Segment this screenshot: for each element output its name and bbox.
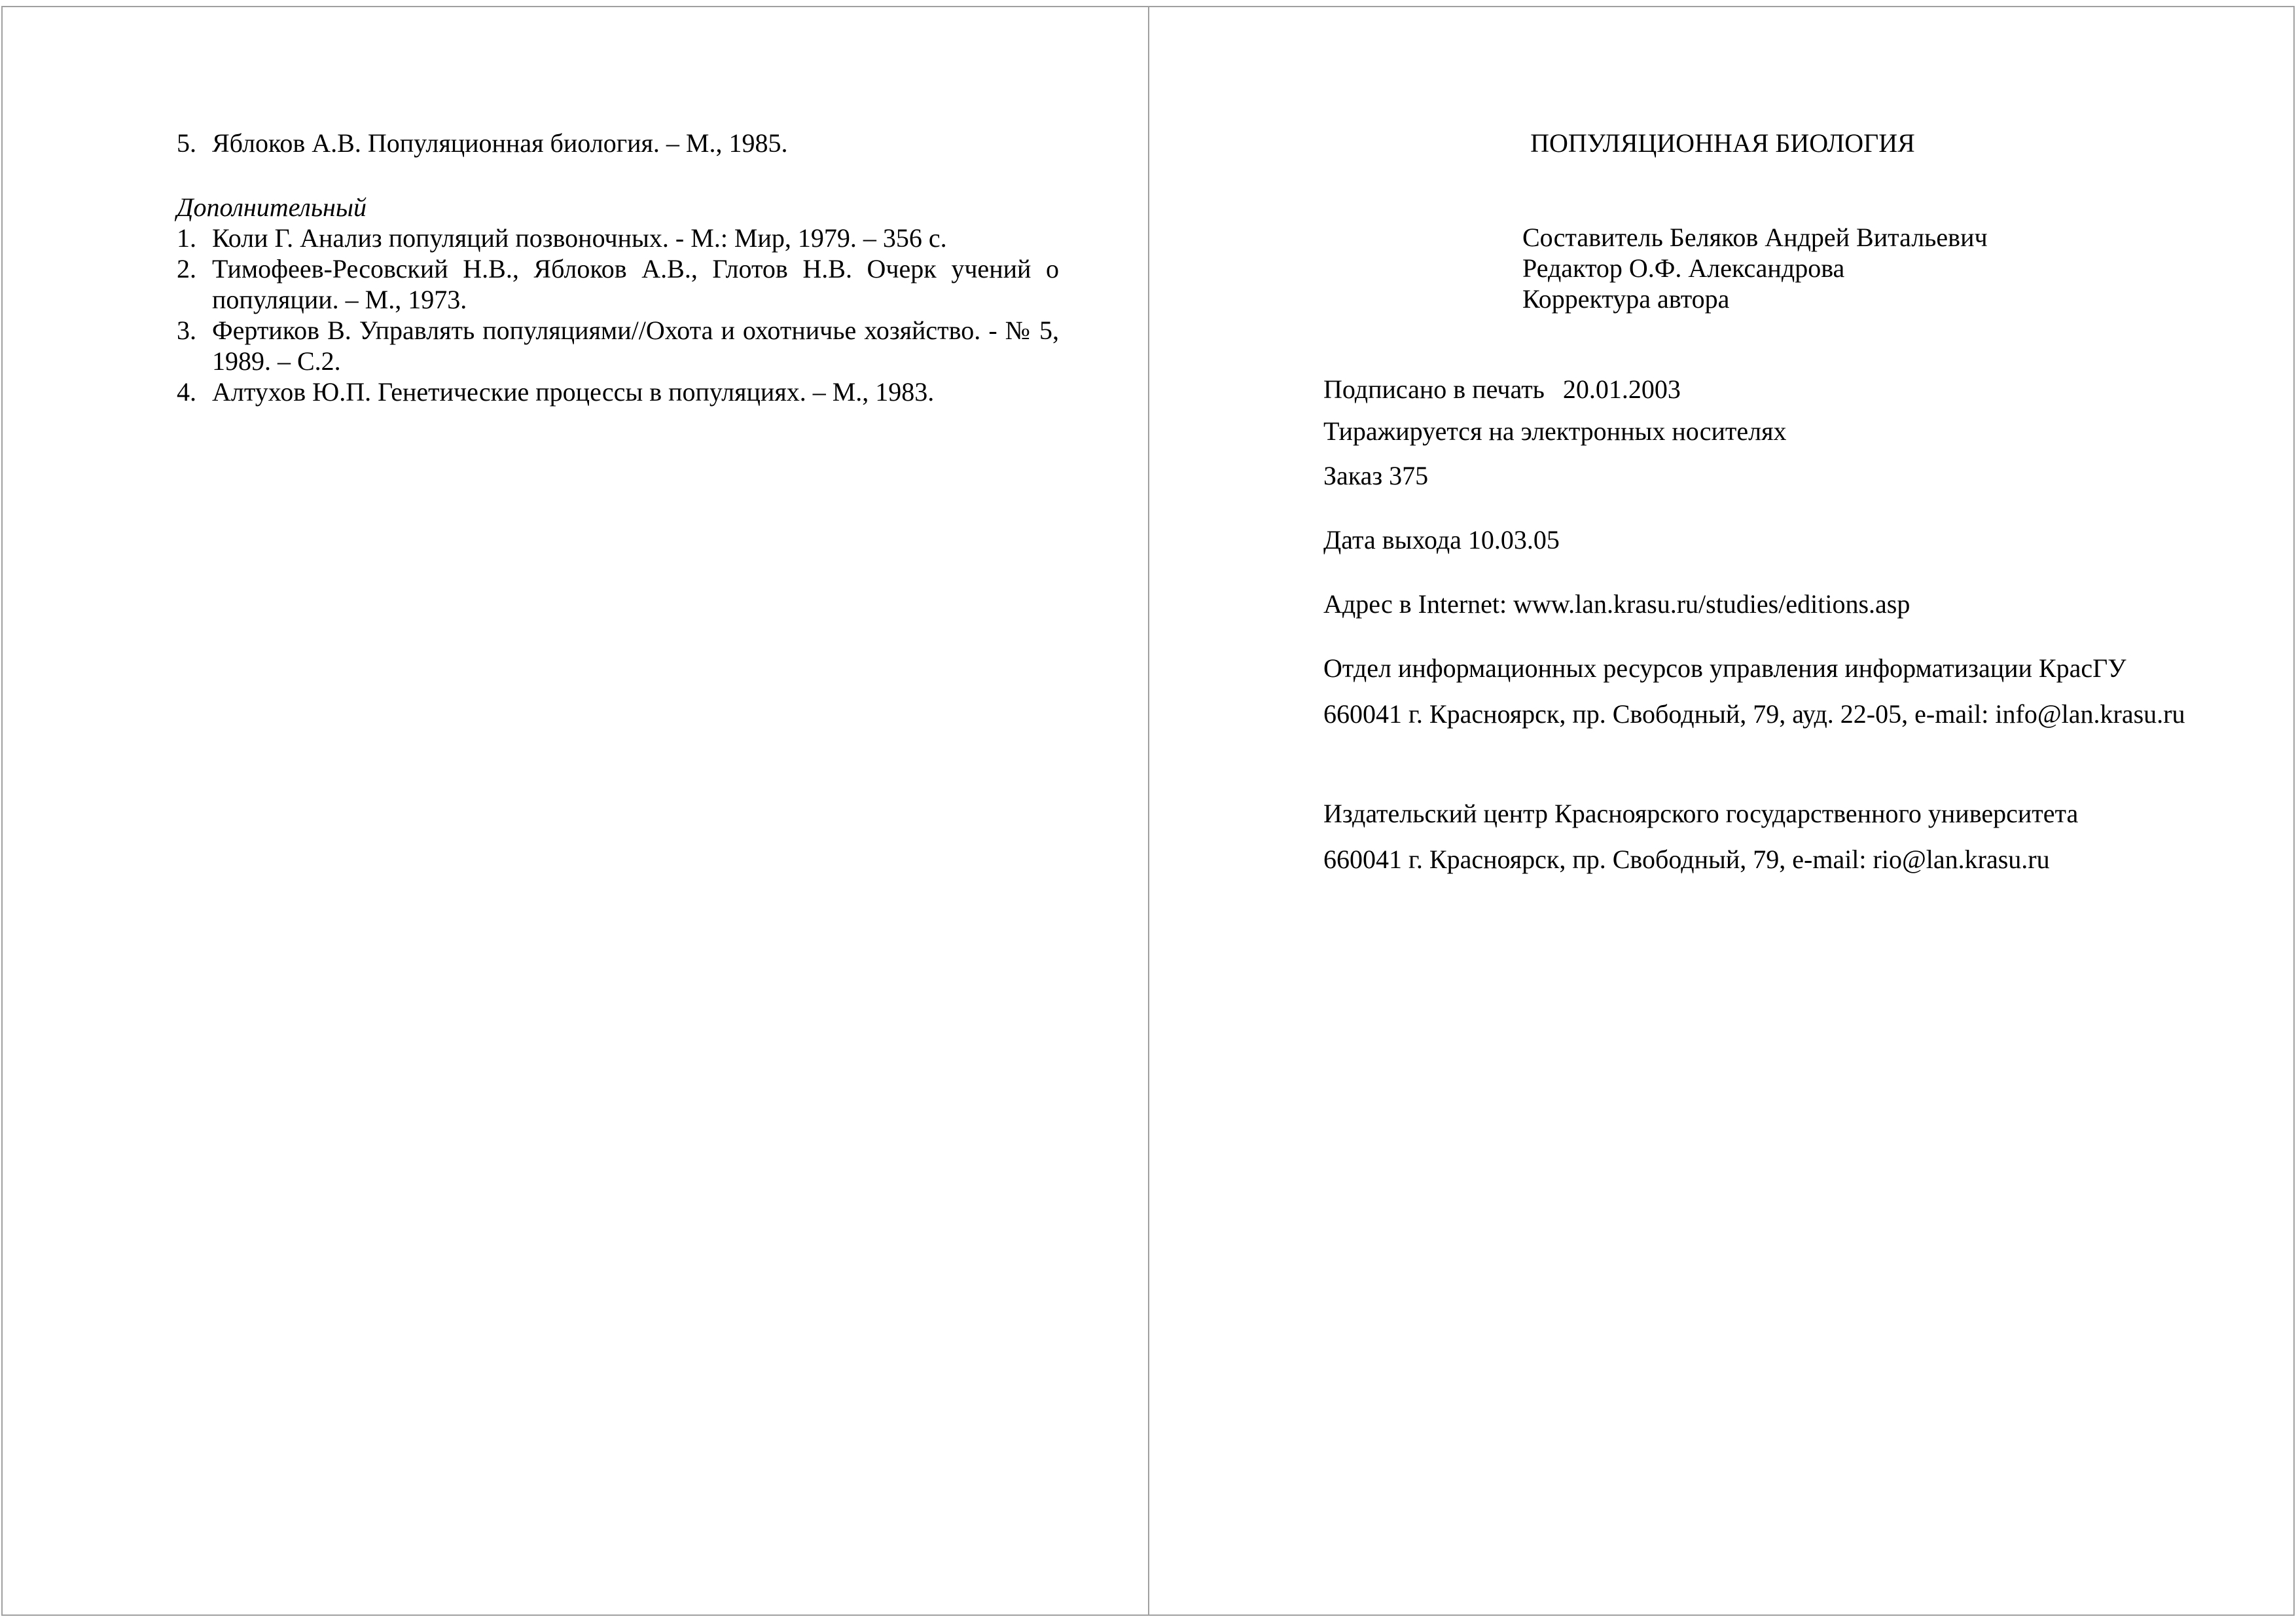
order-number: Заказ 375 <box>1323 461 1429 490</box>
publisher: Издательский центр Красноярского государственного университета <box>1323 799 2079 828</box>
release-date: Дата выхода 10.03.05 <box>1323 525 1560 555</box>
publisher-address: 660041 г. Красноярск, пр. Свободный, 79, e-mail: rio@lan.krasu.ru <box>1323 845 2050 874</box>
list-item-number: 4. <box>177 377 196 407</box>
internet-address: Адрес в Internet: www.lan.krasu.ru/studies/editions.asp <box>1323 589 1910 619</box>
credit-editor: Редактор О.Ф. Александрова <box>1522 253 1845 283</box>
department-address: 660041 г. Красноярск, пр. Свободный, 79, ауд. 22-05, e-mail: info@lan.krasu.ru <box>1323 699 2185 729</box>
list-item <box>177 376 1059 407</box>
department: Отдел информационных ресурсов управления информатизации КрасГУ <box>1323 653 2126 683</box>
signed-to-print <box>1323 374 1681 405</box>
list-item-number: 5. <box>177 128 196 158</box>
left-page <box>1 6 1149 1616</box>
list-item-number: 3. <box>177 316 196 345</box>
list-item-number: 2. <box>177 254 196 283</box>
additional-references-list <box>177 223 1059 407</box>
list-item <box>177 253 1059 315</box>
list-item-text: Тимофеев-Ресовский Н.В., Яблоков А.В., Глотов Н.В. Очерк учений о популяции. – М., 1973. <box>212 254 1059 314</box>
signed-date: 20.01.2003 <box>1562 374 1681 404</box>
list-item <box>177 223 1059 253</box>
additional-heading: Дополнительный <box>177 192 367 222</box>
list-item <box>177 128 1059 158</box>
credit-compiler: Составитель Беляков Андрей Витальевич <box>1522 223 1988 252</box>
list-item-text: Яблоков А.В. Популяционная биология. – М., 1985. <box>212 128 788 158</box>
main-references-list <box>177 128 1059 158</box>
list-item-number: 1. <box>177 223 196 253</box>
list-item <box>177 315 1059 376</box>
page-title: ПОПУЛЯЦИОННАЯ БИОЛОГИЯ <box>1530 128 1915 158</box>
signed-label: Подписано в печать <box>1323 374 1545 404</box>
right-page <box>1148 6 2295 1616</box>
credit-proofreading: Корректура автора <box>1522 284 1730 314</box>
list-item-text: Фертиков В. Управлять популяциями//Охота и охотничье хозяйство. - № 5, 1989. – С.2. <box>212 316 1059 376</box>
list-item-text: Алтухов Ю.П. Генетические процессы в популяциях. – М., 1983. <box>212 377 935 407</box>
list-item-text: Коли Г. Анализ популяций позвоночных. - М.: Мир, 1979. – 356 с. <box>212 223 947 253</box>
distribution-note: Тиражируется на электронных носителях <box>1323 416 1787 446</box>
